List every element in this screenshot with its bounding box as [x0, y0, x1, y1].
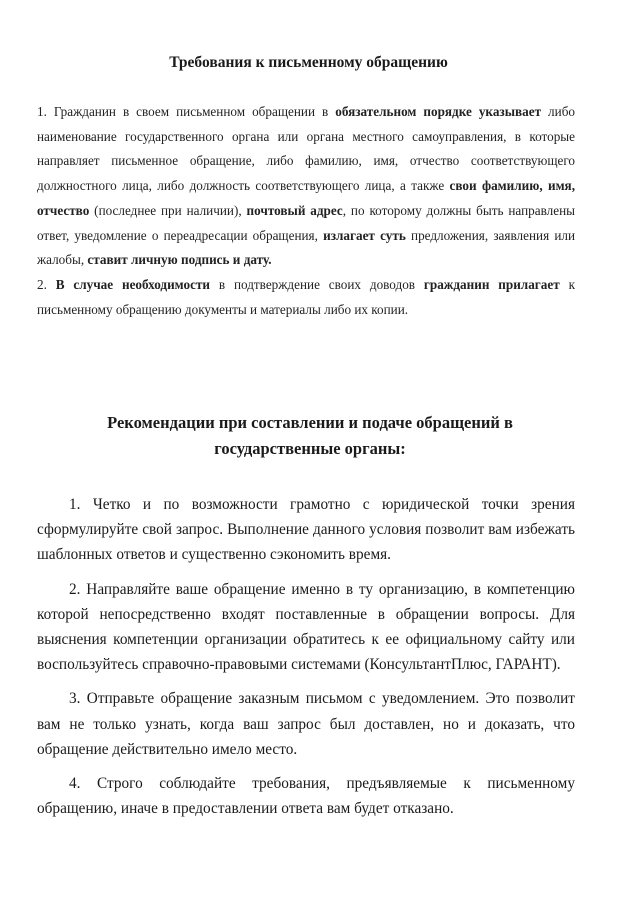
requirement-item-2	[37, 273, 575, 322]
text-run: либо наименование государственного органа или органа местного самоуправления, в которые направляет письменное обращение, либо фамилию, имя, отчество соответствующего должностного лица, либо должность соответствующего лица, а также	[37, 104, 575, 194]
bold-run: излагает суть	[323, 227, 406, 243]
requirements-title: Требования к письменному обращению	[169, 54, 448, 71]
recommendation-item-4: 4. Строго соблюдайте требования, предъявляемые к письменному обращению, иначе в предоставлении ответа вам будет отказано.	[37, 775, 575, 818]
text-run: , по которому должны быть направлены ответ, уведомление о переадресации обращения,	[37, 202, 575, 243]
recommendation-item-3: 3. Отправьте обращение заказным письмом с уведомлением. Это позволит вам не только узнать, когда ваш запрос был доставлен, но и доказать, что обращение действительно имело место.	[37, 690, 575, 758]
bold-run: почтовый адрес	[246, 202, 343, 218]
bold-run: свои фамилию, имя, отчество	[37, 178, 575, 218]
bold-run: обязательном порядке указывает	[335, 104, 542, 119]
bold-run: ставит личную подпись и дату.	[87, 252, 272, 268]
bold-run: гражданин прилагает	[423, 276, 560, 292]
text-run: 2.	[37, 276, 56, 292]
text-run: (последнее при наличии),	[89, 202, 247, 218]
recommendations-title: Рекомендации при составлении и подаче обращений в государственные органы:	[107, 413, 513, 458]
recommendation-item-2: 2. Направляйте ваше обращение именно в ту организацию, в компетенцию которой непосредственно входят поставленные в обращении вопросы. Для выяснения компетенции организации обратитесь к ее официальному сайту или воспользуйтесь справочно-правовыми системами (КонсультантПлюс, ГАРАНТ).	[37, 580, 575, 674]
requirements-section	[37, 100, 575, 322]
requirement-item-1	[37, 100, 575, 273]
text-run: предложения, заявления или жалобы,	[37, 227, 576, 268]
recommendations-list	[37, 492, 575, 830]
text-run: к письменному обращению документы и материалы либо их копии.	[37, 276, 575, 317]
text-run: 1. Гражданин в своем письменном обращении в	[37, 104, 336, 119]
bold-run: В случае необходимости	[55, 276, 211, 292]
text-run: в подтверждение своих доводов	[210, 276, 424, 292]
recommendation-item-1: 1. Четко и по возможности грамотно с юридической точки зрения сформулируйте свой запрос. Выполнение данного условия позволит вам избежать шаблонных ответов и существенно сэкономить время.	[37, 496, 575, 564]
